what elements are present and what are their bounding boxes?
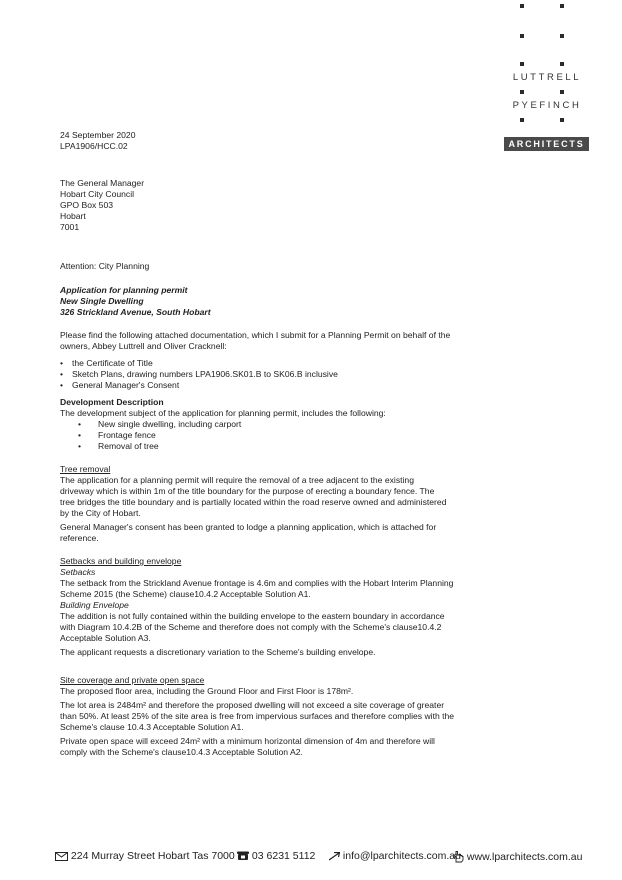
paragraph-line: The proposed floor area, including the Ground Floor and First Floor is 178m².	[60, 686, 354, 696]
paragraph-line: Private open space will exceed 24m² with a minimum horizontal dimension of 4m and therefore will	[60, 736, 435, 746]
development-item: • Frontage fence	[60, 430, 540, 441]
recipient-line: Hobart	[60, 211, 86, 221]
development-section	[60, 397, 540, 452]
attention-line: Attention: City Planning	[60, 261, 150, 271]
paragraph-line: The addition is not fully contained within the building envelope to the eastern boundary in accordance	[60, 611, 445, 621]
recipient-address	[60, 178, 540, 233]
setbacks-heading: Setbacks and building envelope	[60, 556, 182, 566]
subject-line: New Single Dwelling	[60, 296, 144, 306]
subject-block	[60, 285, 540, 318]
footer-website-link[interactable]: www.lparchitects.com.au	[466, 850, 583, 863]
email-arrow-icon	[329, 852, 340, 861]
paragraph-line: Scheme's clause 10.4.3 Acceptable Solution A1.	[60, 722, 244, 732]
letter-date: 24 September 2020	[60, 130, 136, 140]
paragraph-line: by the City of Hobart.	[60, 508, 141, 518]
development-item: • Removal of tree	[60, 441, 540, 452]
paragraph-line: tree bridges the title boundary and is partially located within the road reserve owned and administered	[60, 497, 447, 507]
setbacks-subheading: Setbacks	[60, 567, 96, 577]
setbacks-section	[60, 556, 540, 658]
recipient-line: Hobart City Council	[60, 189, 135, 199]
footer-email-link[interactable]: info@lparchitects.com.au	[342, 850, 461, 862]
paragraph-line: The setback from the Strickland Avenue frontage is 4.6m and complies with the Hobart Interim Planning	[60, 578, 454, 588]
paragraph-line: comply with the Scheme's clause10.4.3 Acceptable Solution A2.	[60, 747, 303, 757]
paragraph-line: than 50%. At least 25% of the site area is free from impervious surfaces and therefore complies with the	[60, 711, 455, 721]
logo-dots	[520, 4, 580, 134]
paragraph-line: Scheme 2015 (the Scheme) clause10.4.2 Acceptable Solution A1.	[60, 589, 311, 599]
intro-line: Please find the following attached documentation, which I submit for a Planning Permit on behalf of the	[60, 330, 451, 340]
development-heading: Development Description	[60, 397, 164, 407]
letterhead-footer	[55, 851, 595, 867]
pointer-hand-icon	[453, 851, 464, 863]
recipient-line: 7001	[60, 222, 80, 232]
paragraph-line: The applicant requests a discretionary variation to the Scheme's building envelope.	[60, 647, 376, 657]
logo-pyefinch: PYEFINCH	[512, 100, 582, 111]
attachment-item: • General Manager's Consent	[60, 380, 540, 391]
subject-line: 326 Strickland Avenue, South Hobart	[60, 307, 211, 317]
subject-line: Application for planning permit	[60, 285, 188, 295]
recipient-line: The General Manager	[60, 178, 145, 188]
paragraph-line: with Diagram 10.4.2B of the Scheme and therefore does not comply with the Scheme's clause10.4.2	[60, 622, 442, 632]
logo-architects-bar: ARCHITECTS	[504, 137, 589, 151]
phone-icon	[237, 851, 249, 861]
paragraph-line: Acceptable Solution A3.	[60, 633, 151, 643]
building-envelope-subheading: Building Envelope	[60, 600, 129, 610]
attachment-item: • the Certificate of Title	[60, 358, 540, 369]
site-coverage-heading: Site coverage and private open space	[60, 675, 205, 685]
letter-reference: LPA1906/HCC.02	[60, 141, 128, 151]
site-coverage-section	[60, 675, 540, 758]
footer-address-text: 224 Murray Street Hobart Tas 7000	[70, 850, 235, 862]
letter-header	[60, 130, 540, 152]
footer-email[interactable]	[329, 851, 461, 862]
footer-phone	[237, 851, 315, 862]
intro-line: owners, Abbey Luttrell and Oliver Cracknell:	[60, 341, 227, 351]
footer-website[interactable]	[453, 851, 582, 863]
intro-paragraph	[60, 330, 540, 352]
paragraph-line: driveway which is within 1m of the title boundary for the purpose of erecting a boundary fence. The	[60, 486, 435, 496]
development-intro: The development subject of the application for planning permit, includes the following:	[60, 408, 386, 418]
footer-address	[55, 851, 235, 862]
paragraph-line: The application for a planning permit will require the removal of a tree adjacent to the existing	[60, 475, 414, 485]
envelope-icon	[55, 852, 68, 861]
logo-luttrell: LUTTRELL	[512, 72, 582, 83]
paragraph-line: The lot area is 2484m² and therefore the proposed dwelling will not exceed a site coverage of greater	[60, 700, 445, 710]
development-item: • New single dwelling, including carport	[60, 419, 540, 430]
attachment-item: • Sketch Plans, drawing numbers LPA1906.SK01.B to SK06.B inclusive	[60, 369, 540, 380]
paragraph-line: General Manager's consent has been granted to lodge a planning application, which is attached for	[60, 522, 437, 532]
paragraph-line: reference.	[60, 533, 99, 543]
tree-removal-heading: Tree removal	[60, 464, 111, 474]
tree-removal-section	[60, 464, 540, 544]
footer-phone-text: 03 6231 5112	[251, 850, 316, 862]
recipient-line: GPO Box 503	[60, 200, 114, 210]
attachment-list	[60, 358, 540, 391]
